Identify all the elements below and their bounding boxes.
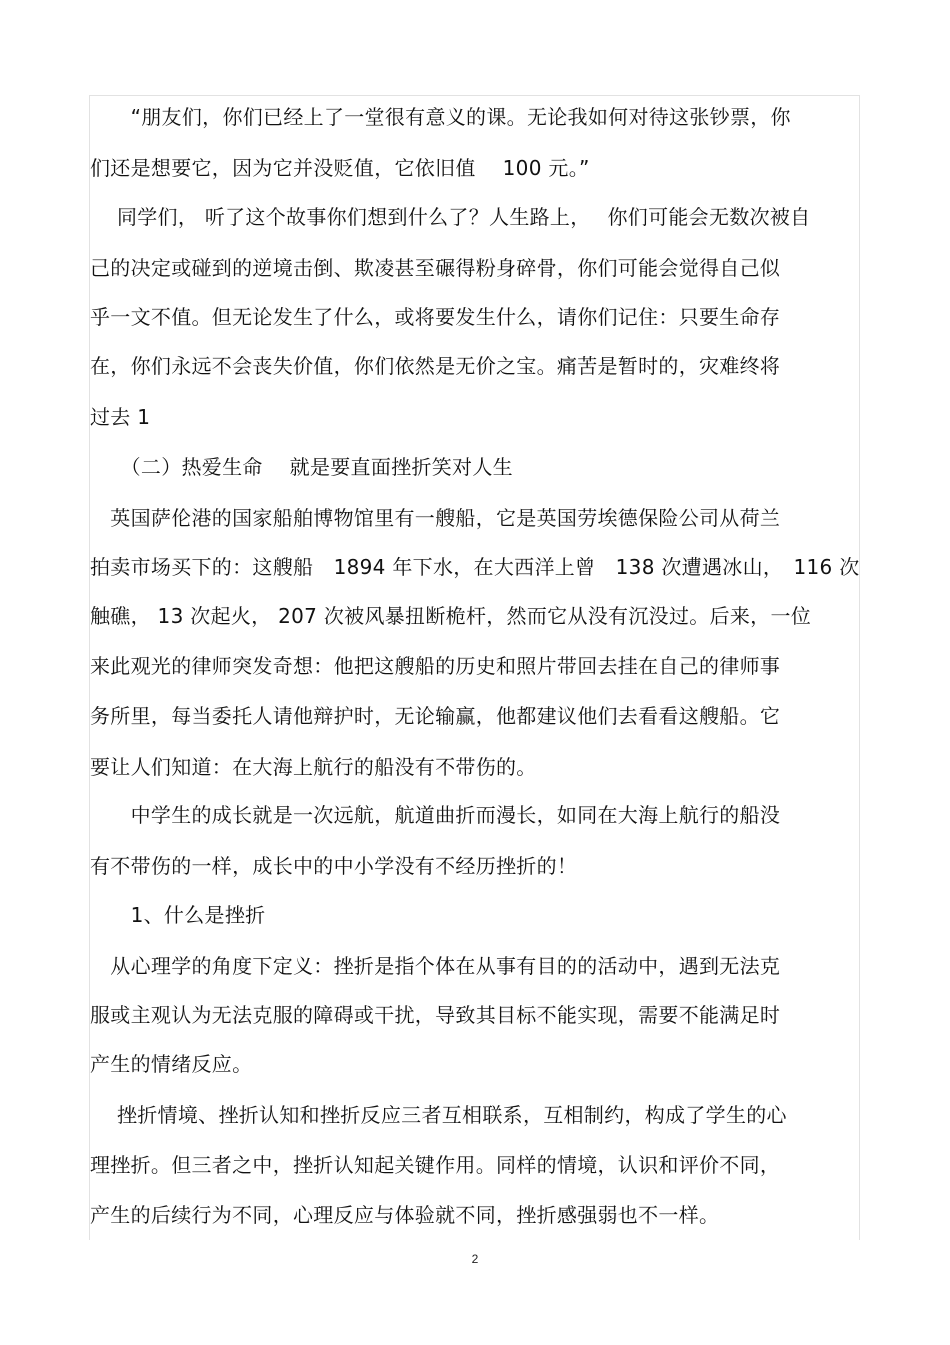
text-line: 拍卖市场买下的：这艘船 1894 年下水，在大西洋上曾 138 次遭遇冰山， 116 次: [90, 555, 860, 579]
section-heading: （二）热爱生命 就是要直面挫折笑对人生: [90, 455, 513, 479]
text-line: 产生的后续行为不同，心理反应与体验就不同，挫折感强弱也不一样。: [90, 1203, 720, 1227]
text-line: 在，你们永远不会丧失价值，你们依然是无价之宝。痛苦是暂时的，灾难终将: [90, 354, 781, 378]
subsection-heading: 1、什么是挫折: [90, 903, 266, 927]
text-line: 触礁， 13 次起火， 207 次被风暴扭断桅杆，然而它从没有沉没过。后来，一位: [90, 604, 812, 628]
text-line: 同学们， 听了这个故事你们想到什么了？人生路上， 你们可能会无数次被自: [90, 205, 811, 229]
text-line: 要让人们知道：在大海上航行的船没有不带伤的。: [90, 755, 537, 779]
text-line: 产生的情绪反应。: [90, 1052, 253, 1076]
text-line: 有不带伤的一样，成长中的中小学没有不经历挫折的！: [90, 854, 578, 878]
text-line: “朋友们，你们已经上了一堂很有意义的课。无论我如何对待这张钞票，你: [90, 105, 791, 129]
text-line: 英国萨伦港的国家船舶博物馆里有一艘船，它是英国劳埃德保险公司从荷兰: [90, 506, 781, 530]
text-line: 们还是想要它，因为它并没贬值，它依旧值 100 元。”: [90, 156, 590, 180]
text-line: 理挫折。但三者之中，挫折认知起关键作用。同样的情境，认识和评价不同，: [90, 1153, 781, 1177]
text-line: 过去 1: [90, 405, 151, 429]
text-line: 来此观光的律师突发奇想：他把这艘船的历史和照片带回去挂在自己的律师事: [90, 654, 781, 678]
text-line: 从心理学的角度下定义：挫折是指个体在从事有目的的活动中，遇到无法克: [90, 954, 781, 978]
text-line: 挫折情境、挫折认知和挫折反应三者互相联系，互相制约，构成了学生的心: [90, 1103, 787, 1127]
text-line: 务所里，每当委托人请他辩护时，无论输赢，他都建议他们去看看这艘船。它: [90, 704, 781, 728]
text-line: 中学生的成长就是一次远航，航道曲折而漫长，如同在大海上航行的船没: [90, 803, 781, 827]
text-line: 己的决定或碰到的逆境击倒、欺凌甚至碾得粉身碎骨，你们可能会觉得自己似: [90, 256, 781, 280]
text-line: 乎一文不值。但无论发生了什么，或将要发生什么，请你们记住：只要生命存: [90, 305, 781, 329]
page-number: 2: [471, 1252, 479, 1266]
text-line: 服或主观认为无法克服的障碍或干扰，导致其目标不能实现，需要不能满足时: [90, 1003, 781, 1027]
